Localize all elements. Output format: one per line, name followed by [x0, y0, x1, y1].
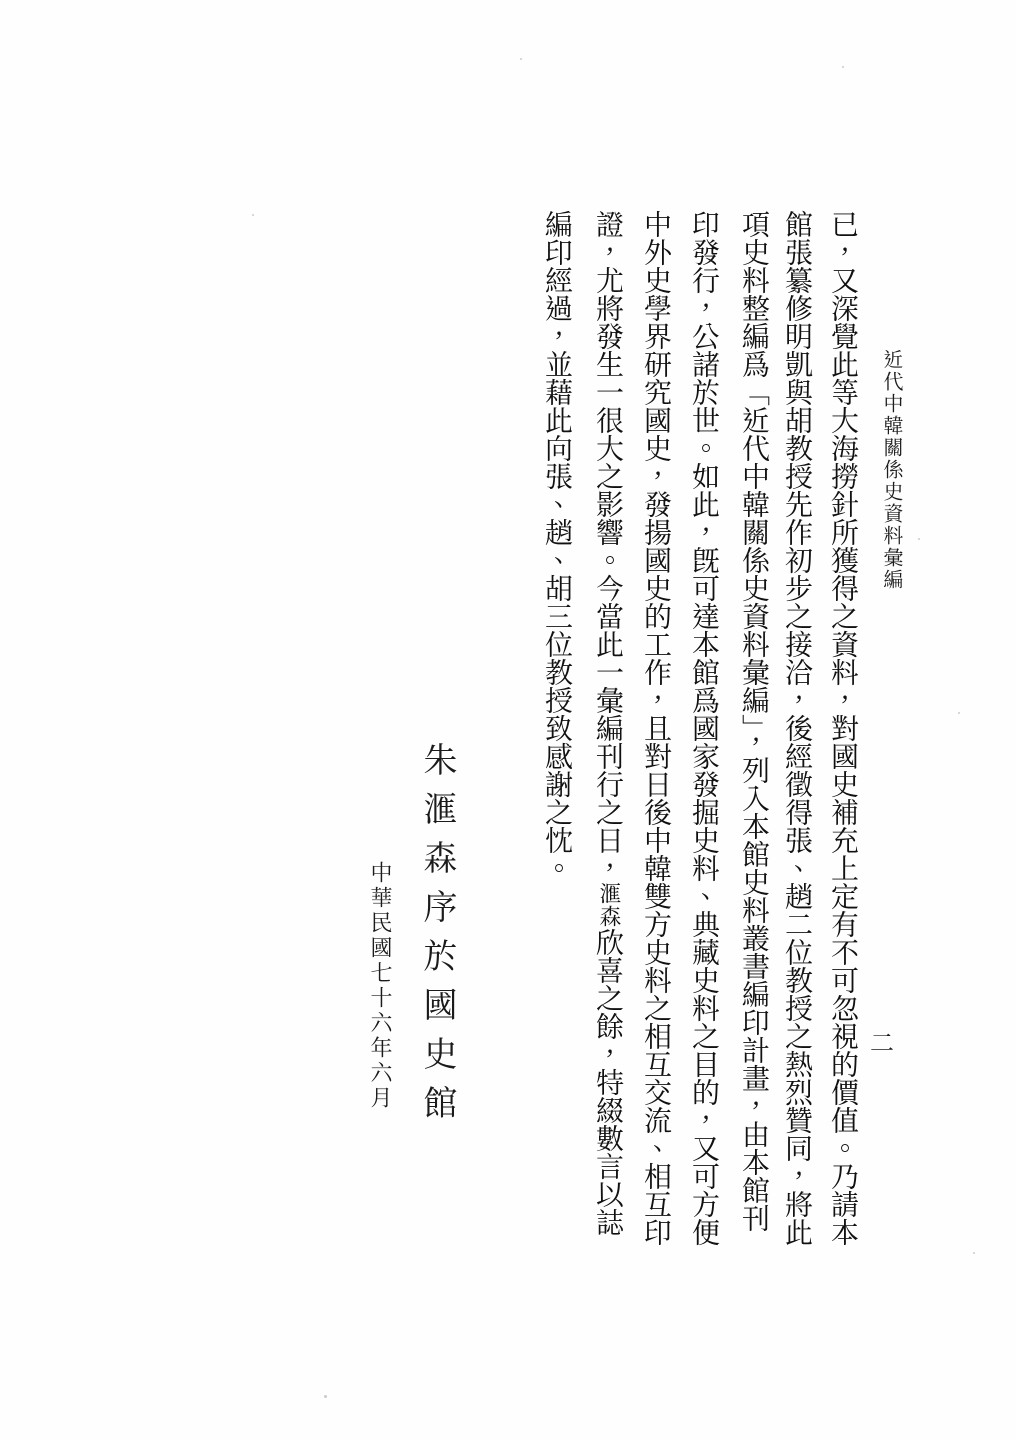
text-column-3: 項史料整編爲「近代中韓關係史資料彙編」，列入本館史料叢書編印計畫，由本館刊 — [738, 210, 771, 1232]
scan-speck — [324, 1395, 327, 1398]
text-column-7: 編印經過，並藉此向張、趙、胡三位教授致感謝之忱。 — [541, 210, 574, 882]
scan-speck — [918, 538, 920, 540]
text-column-4: 印發行，公諸於世。如此，旣可達本館爲國家發掘史料、典藏史料之目的，又可方便 — [688, 210, 721, 1246]
text-column-2: 館張纂修明凱與胡教授先作初步之接洽，後經徵得張、趙二位教授之熱烈贊同，將此 — [781, 210, 814, 1246]
scan-speck — [958, 712, 960, 714]
page-number: 二 — [870, 1029, 894, 1057]
text-column-6 — [592, 210, 625, 1236]
scan-speck — [520, 58, 522, 60]
text-column-6-pre: 證，尤將發生一很大之影響。今當此一彙編刊行之日， — [592, 210, 625, 882]
scan-speck — [252, 214, 254, 216]
date-line: 中華民國七十六年六月 — [367, 861, 392, 1111]
signature-line: 朱滙森序於國史館 — [417, 742, 457, 1134]
running-head-title: 近代中韓關係史資料彙編 — [880, 349, 904, 591]
text-column-1: 已，又深覺此等大海撈針所獲得之資料，對國史補充上定有不可忽視的價值。乃請本 — [827, 210, 860, 1246]
scan-speck — [842, 66, 844, 68]
text-column-5: 中外史學界研究國史，發揚國史的工作，且對日後中韓雙方史料之相互交流、相互印 — [640, 210, 673, 1246]
text-column-6-post: 欣喜之餘，特綴數言以誌 — [592, 928, 625, 1236]
author-name-small: 滙森 — [596, 882, 621, 928]
scan-speck — [973, 1252, 975, 1254]
